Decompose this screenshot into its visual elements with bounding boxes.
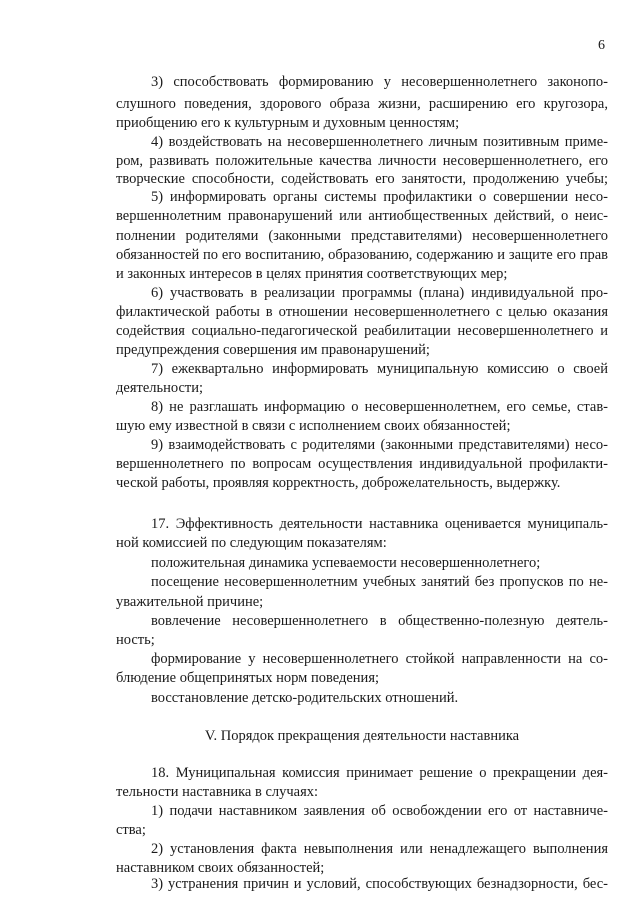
text-line: ческой работы, проявляя корректность, доброжелательность, выдержку. bbox=[116, 475, 561, 491]
text-line: предупреждения совершения им правонарушений; bbox=[116, 342, 430, 358]
text-line: 1) подачи наставником заявления об освобождении его от наставниче- bbox=[151, 803, 608, 819]
text-line: ной комиссией по следующим показателям: bbox=[116, 535, 387, 551]
text-line: ность; bbox=[116, 632, 155, 648]
text-line: 5) информировать органы системы профилактики о совершении несо- bbox=[151, 189, 608, 205]
page-number: 6 bbox=[598, 38, 605, 53]
text-line: вершеннолетним правонарушений или антиобщественных действий, о неис- bbox=[116, 208, 608, 224]
text-line: ром, развивать положительные качества личности несовершеннолетнего, его bbox=[116, 153, 608, 169]
text-line: уважительной причине; bbox=[116, 594, 264, 610]
text-line: 17. Эффективность деятельности наставника оценивается муниципаль- bbox=[151, 516, 608, 532]
text-line: наставником своих обязанностей; bbox=[116, 860, 325, 876]
text-line: 3) способствовать формированию у несовершеннолетнего законопо- bbox=[151, 74, 608, 90]
text-line: деятельности; bbox=[116, 380, 204, 396]
text-line: обязанностей по его воспитанию, образованию, содержанию и защите его прав bbox=[116, 247, 608, 263]
text-line: 3) устранения причин и условий, способствующих безнадзорности, бес- bbox=[151, 876, 608, 892]
text-line: 8) не разглашать информацию о несовершеннолетнем, его семье, став- bbox=[151, 399, 608, 415]
text-line: 6) участвовать в реализации программы (плана) индивидуальной про- bbox=[151, 285, 608, 301]
text-line: блюдение общепринятых норм поведения; bbox=[116, 670, 380, 686]
text-line: вовлечение несовершеннолетнего в общественно-полезную деятель- bbox=[151, 613, 608, 629]
text-line: полнении родителями (законными представителями) несовершеннолетнего bbox=[116, 228, 608, 244]
text-line: приобщению его к культурным и духовным ценностям; bbox=[116, 115, 460, 131]
text-line: 9) взаимодействовать с родителями (законными представителями) несо- bbox=[151, 437, 608, 453]
text-line: ства; bbox=[116, 822, 146, 838]
text-line: шую ему известной в связи с исполнением своих обязанностей; bbox=[116, 418, 511, 434]
section-heading: V. Порядок прекращения деятельности наставника bbox=[204, 728, 520, 744]
text-line: слушного поведения, здорового образа жизни, расширению его кругозора, bbox=[116, 96, 608, 112]
text-line: восстановление детско-родительских отношений. bbox=[151, 690, 459, 706]
text-line: положительная динамика успеваемости несовершеннолетнего; bbox=[151, 555, 541, 571]
text-line: тельности наставника в случаях: bbox=[116, 784, 319, 800]
text-line: 4) воздействовать на несовершеннолетнего личным позитивным приме- bbox=[151, 134, 608, 150]
text-line: филактической работы в отношении несовершеннолетнего с целью оказания bbox=[116, 304, 608, 320]
text-line: вершеннолетнего по вопросам осуществления индивидуальной профилакти- bbox=[116, 456, 608, 472]
text-line: 7) ежеквартально информировать муниципальную комиссию о своей bbox=[151, 361, 608, 377]
text-line: посещение несовершеннолетним учебных занятий без пропусков по не- bbox=[151, 574, 608, 590]
text-line: 2) установления факта невыполнения или ненадлежащего выполнения bbox=[151, 841, 608, 857]
text-line: и законных интересов в целях принятия соответствующих мер; bbox=[116, 266, 508, 282]
text-line: формирование у несовершеннолетнего стойкой направленности на со- bbox=[151, 651, 608, 667]
text-line: содействия социально-педагогической реабилитации несовершеннолетнего и bbox=[116, 323, 608, 339]
text-line: 18. Муниципальная комиссия принимает решение о прекращении дея- bbox=[151, 765, 608, 781]
text-line: творческие способности, содействовать его занятости, продолжению учебы; bbox=[116, 171, 608, 187]
